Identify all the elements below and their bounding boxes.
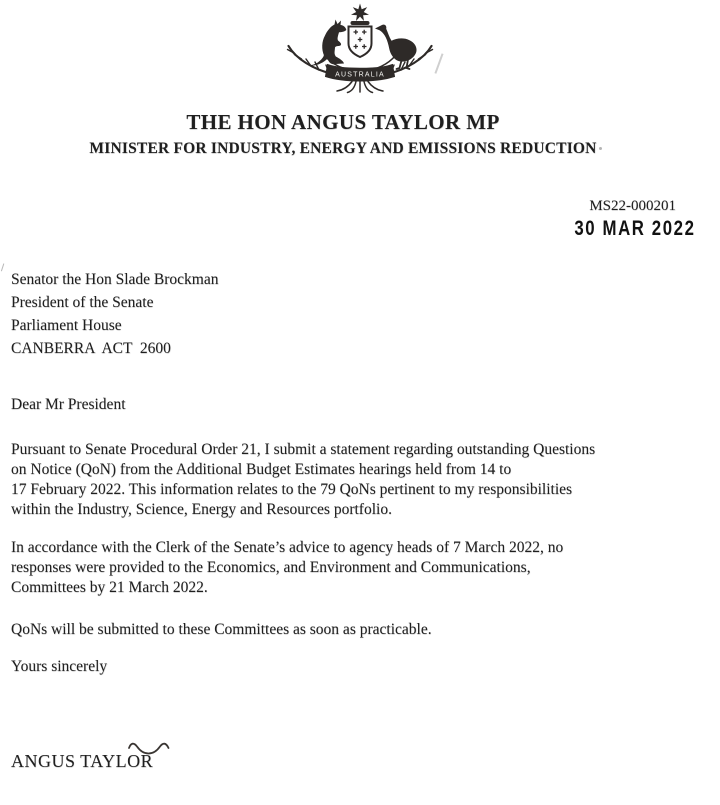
sender-name: THE HON ANGUS TAYLOR MP [186,110,500,134]
coat-of-arms-icon [278,2,442,94]
scan-artifact-mark [599,147,602,150]
paragraph-line: on Notice (QoN) from the Additional Budget Estimates hearings held from 14 to [11,461,512,478]
scan-artifact-mark [1,263,8,272]
paragraph-line: In accordance with the Clerk of the Senate’s advice to agency heads of 7 March 2022, no [11,539,564,556]
paragraph-line: Committees by 21 March 2022. [11,579,208,596]
paragraph-line: QoNs will be submitted to these Committees as soon as practicable. [11,621,432,638]
reference-number: MS22-000201 [589,198,676,214]
salutation: Dear Mr President [11,396,126,413]
body-paragraph-1 [11,440,595,520]
signatory-name: ANGUS TAYLOR [11,751,154,771]
paragraph-line: 17 February 2022. This information relates to the 79 QoNs pertinent to my responsibilities [11,481,573,498]
paragraph-line: responses were provided to the Economics, and Environment and Communications, [11,559,531,576]
australian-coat-of-arms [278,2,442,94]
body-paragraph-2 [11,538,563,598]
commonwealth-star-icon [351,4,369,22]
paragraph-line: within the Industry, Science, Energy and Resources portfolio. [11,501,392,518]
body-paragraph-3 [11,620,432,640]
date-stamp: 30 MAR 2022 [574,217,696,240]
recipient-role: President of the Senate [11,294,154,311]
sender-title: MINISTER FOR INDUSTRY, ENERGY AND EMISSIONS REDUCTION [89,140,597,157]
crest-banner-text: AUSTRALIA [335,71,385,79]
paragraph-line: Pursuant to Senate Procedural Order 21, I submit a statement regarding outstanding Questions [11,441,596,458]
recipient-address [11,268,218,360]
recipient-building: Parliament House [11,317,122,334]
closing: Yours sincerely [11,658,108,675]
recipient-city: CANBERRA ACT 2600 [11,340,171,357]
recipient-name: Senator the Hon Slade Brockman [11,271,219,288]
